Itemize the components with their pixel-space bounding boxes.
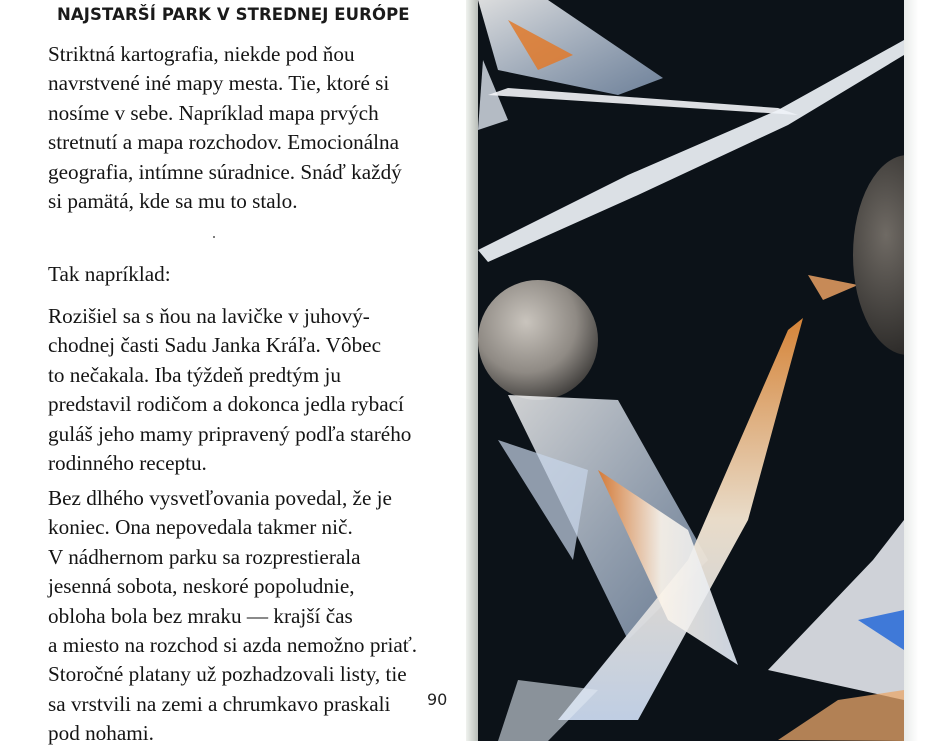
text-line: stretnutí a mapa rozchodov. Emocionálna <box>48 130 400 155</box>
pebble <box>478 280 598 400</box>
text-line: to nečakala. Iba týždeň predtým ju <box>48 362 341 387</box>
text-line: koniec. Ona nepovedala takmer nič. <box>48 515 353 540</box>
text-line: rodinného receptu. <box>48 451 207 476</box>
book-gutter <box>466 0 478 741</box>
page-number: 90 <box>427 690 448 709</box>
next-page-edge <box>904 0 928 741</box>
text-line: Rozišiel sa s ňou na lavičke v juhový- <box>48 304 370 328</box>
text-line: Bez dlhého vysvetľovania povedal, že je <box>48 486 392 510</box>
text-line: si pamätá, kde sa mu to stalo. <box>48 189 298 214</box>
text-line: V nádhernom parku sa rozprestierala <box>48 544 361 569</box>
photo-artwork <box>478 0 904 741</box>
text-line: guláš jeho mamy pripravený podľa starého <box>48 421 412 446</box>
running-head: NAJSTARŠÍ PARK V STREDNEJ EURÓPE <box>57 5 410 24</box>
text-line: jesenná sobota, neskoré popoludnie, <box>48 574 355 599</box>
text-line: Tak napríklad: <box>48 262 171 286</box>
paragraph-1 <box>48 40 402 216</box>
paragraph-4 <box>48 484 417 749</box>
text-line: obloha bola bez mraku — krajší čas <box>48 603 353 628</box>
text-line: geografia, intímne súradnice. Snáď každý <box>48 159 402 184</box>
text-line: nosíme v sebe. Napríklad mapa prvých <box>48 100 379 125</box>
paragraph-3 <box>48 302 411 478</box>
text-line: chodnej časti Sadu Janka Kráľa. Vôbec <box>48 333 381 358</box>
abstract-photo <box>478 0 904 741</box>
text-line: a miesto na rozchod si azda nemožno priať. <box>48 633 418 658</box>
paragraph-2 <box>48 260 171 289</box>
text-line: predstavil rodičom a dokonca jedla rybací <box>48 392 404 417</box>
text-line: navrstvené iné mapy mesta. Tie, ktoré si <box>48 71 390 96</box>
paper-speck <box>213 236 215 238</box>
text-line: Striktná kartografia, niekde pod ňou <box>48 42 355 66</box>
text-line: pod nohami. <box>48 721 154 746</box>
text-line: sa vrstvili na zemi a chrumkavo praskali <box>48 691 391 716</box>
text-line: Storočné platany už pozhadzovali listy, tie <box>48 662 407 687</box>
